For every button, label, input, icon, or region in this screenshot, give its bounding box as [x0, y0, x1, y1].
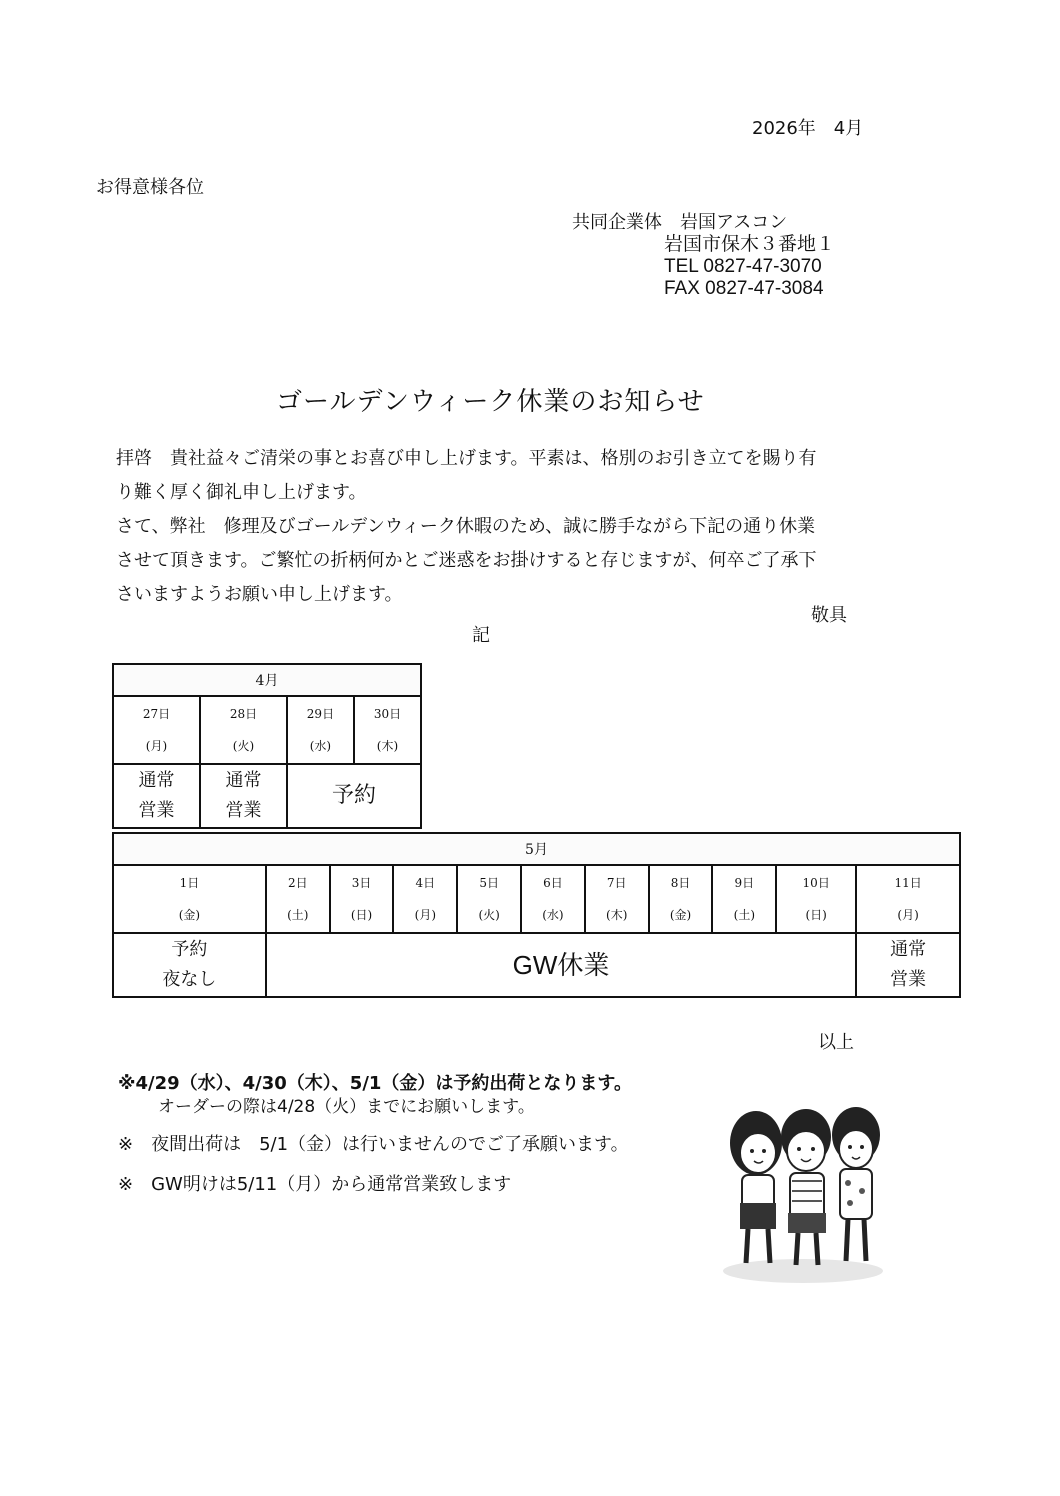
note-reserve-shipping: ※4/29（水）、4/30（木）、5/1（金）は予約出荷となります。: [118, 1073, 632, 1094]
body-line: り難く厚く御礼申し上げます。: [116, 482, 367, 503]
status-cell-normal: 通常 営業: [200, 764, 287, 828]
ki-heading: 記: [472, 625, 490, 646]
status-cell-reserve-no-night: 予約 夜なし: [113, 933, 266, 997]
calendar-day: 11日 (月): [856, 865, 960, 933]
calendar-day: 4日 (月): [393, 865, 457, 933]
sender-address: 岩国市保木３番地１: [664, 234, 836, 255]
calendar-day: 8日 (金): [649, 865, 713, 933]
calendar-day: 27日 (月): [113, 696, 200, 764]
april-month-header: 4月: [113, 664, 421, 696]
calendar-day: 29日 (水): [287, 696, 354, 764]
status-cell-normal: 通常 営業: [856, 933, 960, 997]
notice-date: 2026年 4月: [752, 118, 864, 139]
salutation: お得意様各位: [96, 177, 204, 198]
calendar-day: 28日 (火): [200, 696, 287, 764]
calendar-day: 3日 (日): [330, 865, 394, 933]
calendar-day: 30日 (木): [354, 696, 421, 764]
status-cell-gw-closed: GW休業: [266, 933, 856, 997]
calendar-day: 5日 (火): [457, 865, 521, 933]
sender-name: 共同企業体 岩国アスコン: [572, 212, 788, 233]
sender-block: [572, 212, 835, 300]
note-resume-business: ※ GW明けは5/11（月）から通常営業致します: [118, 1174, 512, 1195]
closing-izyo: 以上: [818, 1032, 854, 1053]
calendar-day: 9日 (土): [712, 865, 776, 933]
document-title: ゴールデンウィーク休業のお知らせ: [276, 387, 705, 417]
note-order-deadline: オーダーの際は4/28（火）までにお願いします。: [158, 1097, 535, 1117]
may-month-header: 5月: [113, 833, 960, 865]
closing-keigu: 敬具: [811, 605, 847, 626]
sender-fax: FAX 0827-47-3084: [664, 278, 824, 299]
body-line: 拝啓 貴社益々ご清栄の事とお喜び申し上げます。平素は、格別のお引き立てを賜り有: [116, 448, 817, 469]
calendar-day: 6日 (水): [521, 865, 585, 933]
body-line: さて、弊社 修理及びゴールデンウィーク休暇のため、誠に勝手ながら下記の通り休業: [116, 516, 816, 537]
may-calendar: [112, 832, 961, 998]
status-cell-normal: 通常 営業: [113, 764, 200, 828]
calendar-day: 2日 (土): [266, 865, 330, 933]
body-line: さいますようお願い申し上げます。: [116, 584, 403, 605]
calendar-day: 10日 (日): [776, 865, 856, 933]
calendar-day: 1日 (金): [113, 865, 266, 933]
note-night-shipping: ※ 夜間出荷は 5/1（金）は行いませんのでご了承願います。: [118, 1134, 629, 1155]
april-calendar: [112, 663, 422, 829]
status-cell-reserve: 予約: [287, 764, 421, 828]
calendar-day: 7日 (木): [585, 865, 649, 933]
body-paragraph: [116, 442, 817, 612]
sender-tel: TEL 0827-47-3070: [664, 256, 822, 277]
body-line: させて頂きます。ご繁忙の折柄何かとご迷惑をお掛けすると存じますが、何卒ご了承下: [116, 550, 817, 571]
children-clipart-icon: [718, 1095, 888, 1287]
